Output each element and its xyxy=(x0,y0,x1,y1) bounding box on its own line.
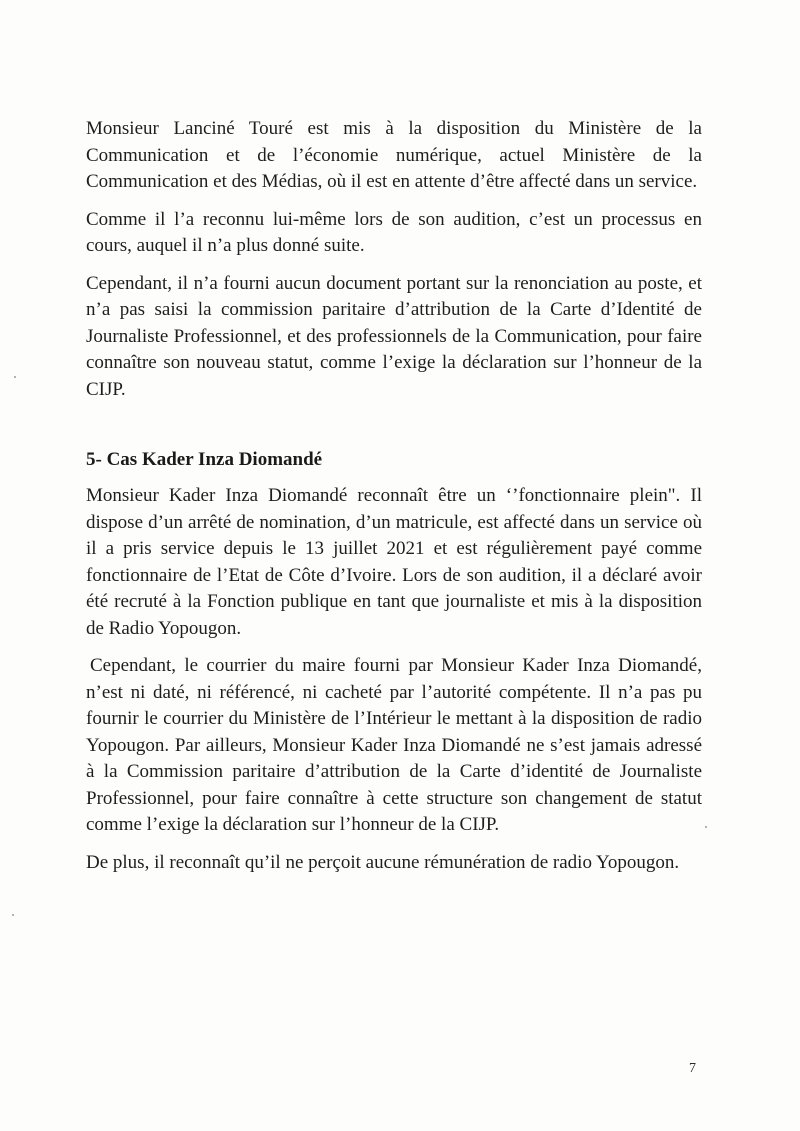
paragraph-lancine-assignment: Monsieur Lanciné Touré est mis à la disposition du Ministère de la Communication et de l’économie numérique, actuel Ministère de la Communication et des Médias, où il est en attente d’être affecté dans un service. xyxy=(86,118,702,192)
section-heading: 5- Cas Kader Inza Diomandé xyxy=(86,449,323,470)
scan-speck xyxy=(14,376,16,378)
paragraph-kader-status: Monsieur Kader Inza Diomandé reconnaît être un ‘’fonctionnaire plein". Il dispose d’un arrêté de nomination, d’un matricule, est affecté dans un service où il a pris service depuis le 13 juillet 2021 et est régulièrement payé comme fonctionnaire de l’Etat de Côte d’Ivoire. Lors de son audition, il a déclaré avoir été recruté à la Fonction publique en tant que journaliste et mis à la disposition de Radio Yopougon. xyxy=(86,485,702,639)
scan-speck xyxy=(705,826,707,828)
paragraph-kader-remuneration: De plus, il reconnaît qu’il ne perçoit aucune rémunération de radio Yopougon. xyxy=(86,851,680,873)
paragraph-kader-courrier: Cependant, le courrier du maire fourni par Monsieur Kader Inza Diomandé, n’est ni daté, ni référencé, ni cacheté par l’autorité compétente. Il n’a pas pu fournir le courrier du Ministère de l’Intérieur le mettant à la disposition de radio Yopougon. Par ailleurs, Monsieur Kader Inza Diomandé ne s’est jamais adressé à la Commission paritaire d’attribution de la Carte d’identité de Journaliste Professionnel, pour faire connaître à cette structure son changement de statut comme l’exige la déclaration sur l’honneur de la CIJP. xyxy=(86,655,702,835)
page-number: 7 xyxy=(689,1061,696,1076)
section-spacer xyxy=(86,414,702,447)
paragraph-lancine-no-document: Cependant, il n’a fourni aucun document portant sur la renonciation au poste, et n’a pas saisi la commission paritaire d’attribution de la Carte d’Identité de Journaliste Professionnel, et des professionnels de la Communication, pour faire connaître son nouveau statut, comme l’exige la déclaration sur l’honneur de la CIJP. xyxy=(86,272,702,400)
scan-speck xyxy=(12,914,14,916)
paragraph-lancine-audition: Comme il l’a reconnu lui-même lors de son audition, c’est un processus en cours, auquel il n’a plus donné suite. xyxy=(86,208,702,256)
document-body xyxy=(86,116,702,887)
